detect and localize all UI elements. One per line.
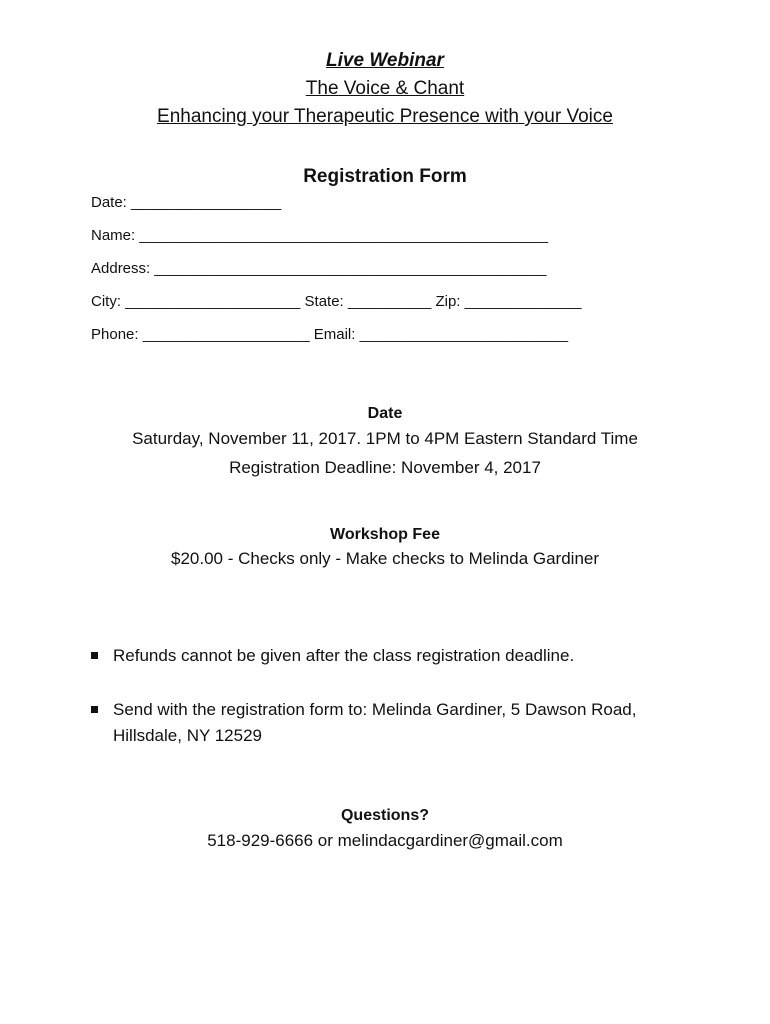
questions-heading: Questions? — [340, 807, 429, 824]
phone-email-field: Phone: ____________________ Email: _________________________ — [91, 326, 569, 343]
mailing-address-text: Send with the registration form to: Melinda Gardiner, 5 Dawson Road, Hillsdale, NY 12529 — [113, 700, 637, 745]
date-field: Date: __________________ — [91, 194, 282, 211]
contact-info: 518-929-6666 or melindacgardiner@gmail.com — [207, 831, 563, 850]
date-heading: Date — [367, 405, 403, 422]
webinar-subtitle: The Voice & Chant — [305, 78, 465, 99]
bullet-square-icon — [91, 706, 98, 713]
registration-form-title: Registration Form — [303, 166, 467, 187]
workshop-fee-details: $20.00 - Checks only - Make checks to Melinda Gardiner — [170, 549, 600, 568]
bullet-square-icon — [91, 652, 98, 659]
city-state-zip-field: City: _____________________ State: __________ Zip: ______________ — [91, 293, 582, 310]
address-field: Address: _______________________________________________ — [91, 260, 547, 277]
name-field: Name: _________________________________________________ — [91, 227, 549, 244]
registration-deadline: Registration Deadline: November 4, 2017 — [229, 458, 541, 477]
list-item — [91, 643, 691, 669]
list-item — [91, 697, 691, 749]
webinar-tagline: Enhancing your Therapeutic Presence with your Voice — [157, 106, 613, 127]
event-date-time: Saturday, November 11, 2017. 1PM to 4PM Eastern Standard Time — [132, 429, 638, 448]
webinar-title: Live Webinar — [326, 50, 444, 71]
refund-policy-text: Refunds cannot be given after the class registration deadline. — [113, 646, 575, 665]
workshop-fee-heading: Workshop Fee — [330, 526, 440, 543]
